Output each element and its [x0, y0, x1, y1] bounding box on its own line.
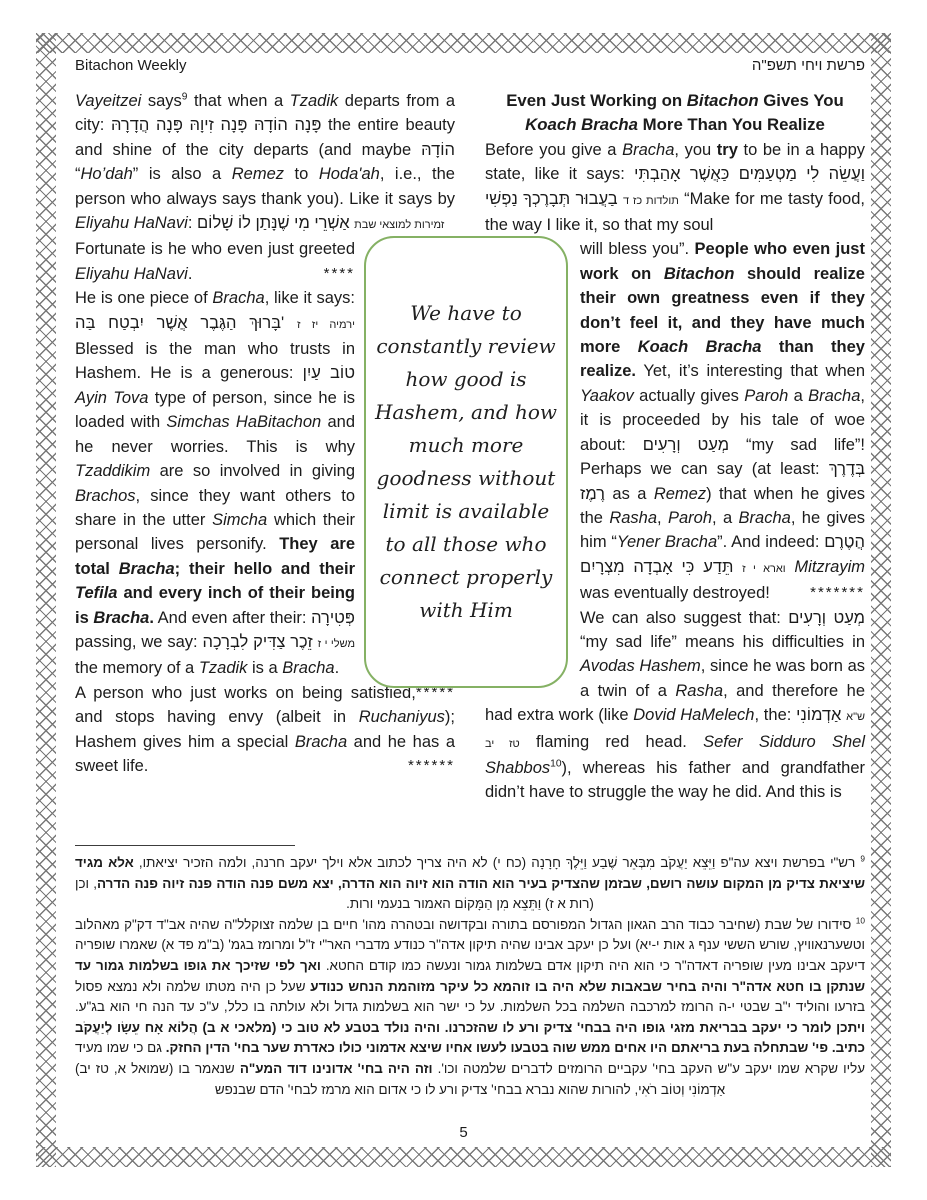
right-paragraph-1-wrap-text: will bless you”. People who even just work on Bitachon should realize their own greatness even if they don’t feel it, and they have much more Koach Bracha than they realize. Yet, it’s interesting that when Yaakov actually gives Paroh a Bracha, it is proceeded by his tale of woe about: מְעַט וְרָעִים “my sad life”! Perhaps we can say (at least: בְּדֶרֶךְ רֶמֶז as a Remez) that when he gives the Rasha, Paroh, a Bracha, he gives him “Yener Bracha”. And indeed: הֲטֶרֶם תֵּדַע כִּי אָבְדָה מִצְרָיִם וארא י ז Mitzrayim was eventually destroyed! *******	[580, 240, 866, 603]
article-heading-line-2: Koach Bracha More Than You Realize	[525, 115, 825, 135]
left-paragraph-1: Vayeitzei says$^9$ that when a Tzadik departs from a city: פָּנָה הוֹדָהּ פָּנָה זִיוָהּ פָּנָה הֲדָרָהּ the entire beauty and shine of the city departs (and maybe הוֹדָהּ “Ho’dah” is also a Remez to Hoda'ah, i.e., the person who always says thank you). Like it says by Eliyahu HaNavi: אַשְׁרֵי מִי שֶׁנָּתַן לוֹ שָׁלוֹם זמירות למוצאי שבת	[75, 91, 456, 233]
left-paragraph-2: He is one piece of Bracha, like it says: בָּרוּךְ הַגֶּבֶר אֲשֶׁר יִבְטַח בַּה' ירמיה יז ז Blessed is the man who trusts in Hashem. He is a generous: טוֹב עַיִן Ayin Tova type of person, since he is loaded with Simchas HaBitachon and he never worries. This is why Tzaddikim are so involved in giving Brachos, since they want others to share in the utter Simcha which their personal lives personify. They are total Bracha; their hello and their Tefila and every inch of their being is Bracha. And even after their: פְּטִירָה passing, we say: זֵכֶר צַדִּיק לִבְרָכָה משלי י ז the memory of a Tzadik is a Bracha. *****	[75, 289, 455, 701]
newsletter-title: Bitachon Weekly	[75, 57, 187, 74]
quote-text: We have to constantly review how good is Hashem, and how much more goodness without limit is available to all those who connect properly with Him	[374, 301, 558, 622]
quote-box	[364, 236, 568, 688]
footnote-10: $^{10}$ סידורו של שבת (שחיבר כבוד הרב הגאון הגדול המפורסם בתורה ובקדושה ובטהרה מהו' חיים בן שלמה זצוקלל"ה שהיה אב"ד דק"ק מאהלוב וטשערנאוויץ, שורש הששי ענף ג אות י-יא) ועל כן יעקב אבינו שהיה תיקון אדה"ר כנודע מדברי האר"י ז"ל ומרומז בגמ' (ב"מ פד א) שאמרו שופריה דיעקב אבינו מעין שופריה דאדה"ר כי הוא היה תיקון אדם בשלמות גמור ונעשה כמו קודם החטא. ואך לפי שזיכך את גופו בשלמות גמור עד שנתקן בו חטא אדה"ר והיה בחיר שבאבות שלא היה בו זוהמא כל עיקר מזוהמת הנחש כנודע שעל כן היה מטתו שלמה ולא נמצא פסול בזרעו והוליד י"ב שבטי י-ה הרומז למרכבה השלמה בכל השלמות. על כי ישר הוא בשלמות גדול ולא עולתה בו כלל, ע"כ עד הנה חי הוא בג"ע. ויתכן לומר כי יעקב בבריאת מזגי גופו היה בבחי' צדיק ורע לו שהזכרנו. והיה נולד בטבע לא טוב כי (מלאכי א ב) הֲלוֹא אָח עֵשָׂו לְיַעֲקֹב כתיב. פי' שבתחלה בעת בריאתם היו אחים ממש שוה בטבעו לעשו אחיו שיצא אדמוני כולו כאדרת שער בחי' הדין החזק. גם כי שמו מעיד עליו שקרא שמו יעקב ע"ש העקב בחי' עקביים הרומזים לדברים שלמטה וכו'. וזה היה בחי' אדונינו דוד המע"ה שנאמר בו (שמואל א, טז יב) אַדְמוֹנִי וְטוֹב רֹאִי, להורות שהוא נברא בבחי' צדיק ורע לו כי אדום הוא מרמז לבחי' הדם שבנפש	[75, 915, 866, 1097]
footnote-9: $^9$ רש"י בפרשת ויצא עה"פ וַיֵּצֵא יַעֲקֹב מִבְּאֵר שֶׁבַע וַיֵּלֶךְ חָרָנָה (כח י) לא היה צריך לכתוב אלא וילך יעקב חרנה, ולמה הזכיר יציאתו, אלא מגיד שיציאת צדיק מן המקום עושה רושם, שבזמן שהצדיק בעיר הוא הודה הוא זיוה הוא הדרה, יצא משם פנה הודה פנה זיוה פנה הדרה, וכן (רות א ז) וַתֵּצֵא מִן הַמָּקוֹם האמור בנעמי ורות.	[75, 853, 865, 912]
stitch-border-left	[36, 33, 56, 1167]
stitch-border-top	[36, 33, 891, 53]
article-heading-line-1: Even Just Working on Bitachon Gives You	[506, 91, 844, 110]
stitch-border-right	[871, 33, 891, 1167]
footnote-separator	[75, 845, 295, 846]
parsha-title: פרשת ויחי תשפ"ה	[751, 57, 865, 74]
page-number: 5	[459, 1124, 468, 1141]
right-paragraph-1: Before you give a Bracha, you try to be in a happy state, like it says: וַעֲשֵׂה לִי מַטְעַמִּים כַּאֲשֶׁר אָהַבְתִּי בַעֲבוּר תְּבָרֶכְךָ נַפְשִׁי תולדות כז ד “Make for me tasty food, the way I like it, so that my soul	[485, 140, 865, 235]
stitch-border-bottom	[36, 1147, 891, 1167]
left-paragraph-1-wrap-text: Fortunate is he who even just greeted Eliyahu HaNavi. ****	[75, 240, 355, 283]
page-header	[75, 57, 865, 77]
right-paragraph-2: We can also suggest that: מְעַט וְרָעִים “my sad life” means his difficulties in Avodas Hashem, since he was born as a twin of a Rasha, and therefore he had extra work (like Dovid HaMelech, the: אַדְמוֹנִי ש"א טז יב flaming red head. Sefer Sidduro Shel Shabbos$^{10}$), whereas his father and grandfather didn’t have to struggle the way he did. And this is	[485, 608, 866, 802]
left-paragraph-3: A person who just works on being satisfied, and stops having envy (albeit in Ruchaniyus); Hashem gives him a special Bracha and he has a sweet life. ******	[75, 683, 455, 775]
footnotes-section	[75, 853, 865, 1100]
